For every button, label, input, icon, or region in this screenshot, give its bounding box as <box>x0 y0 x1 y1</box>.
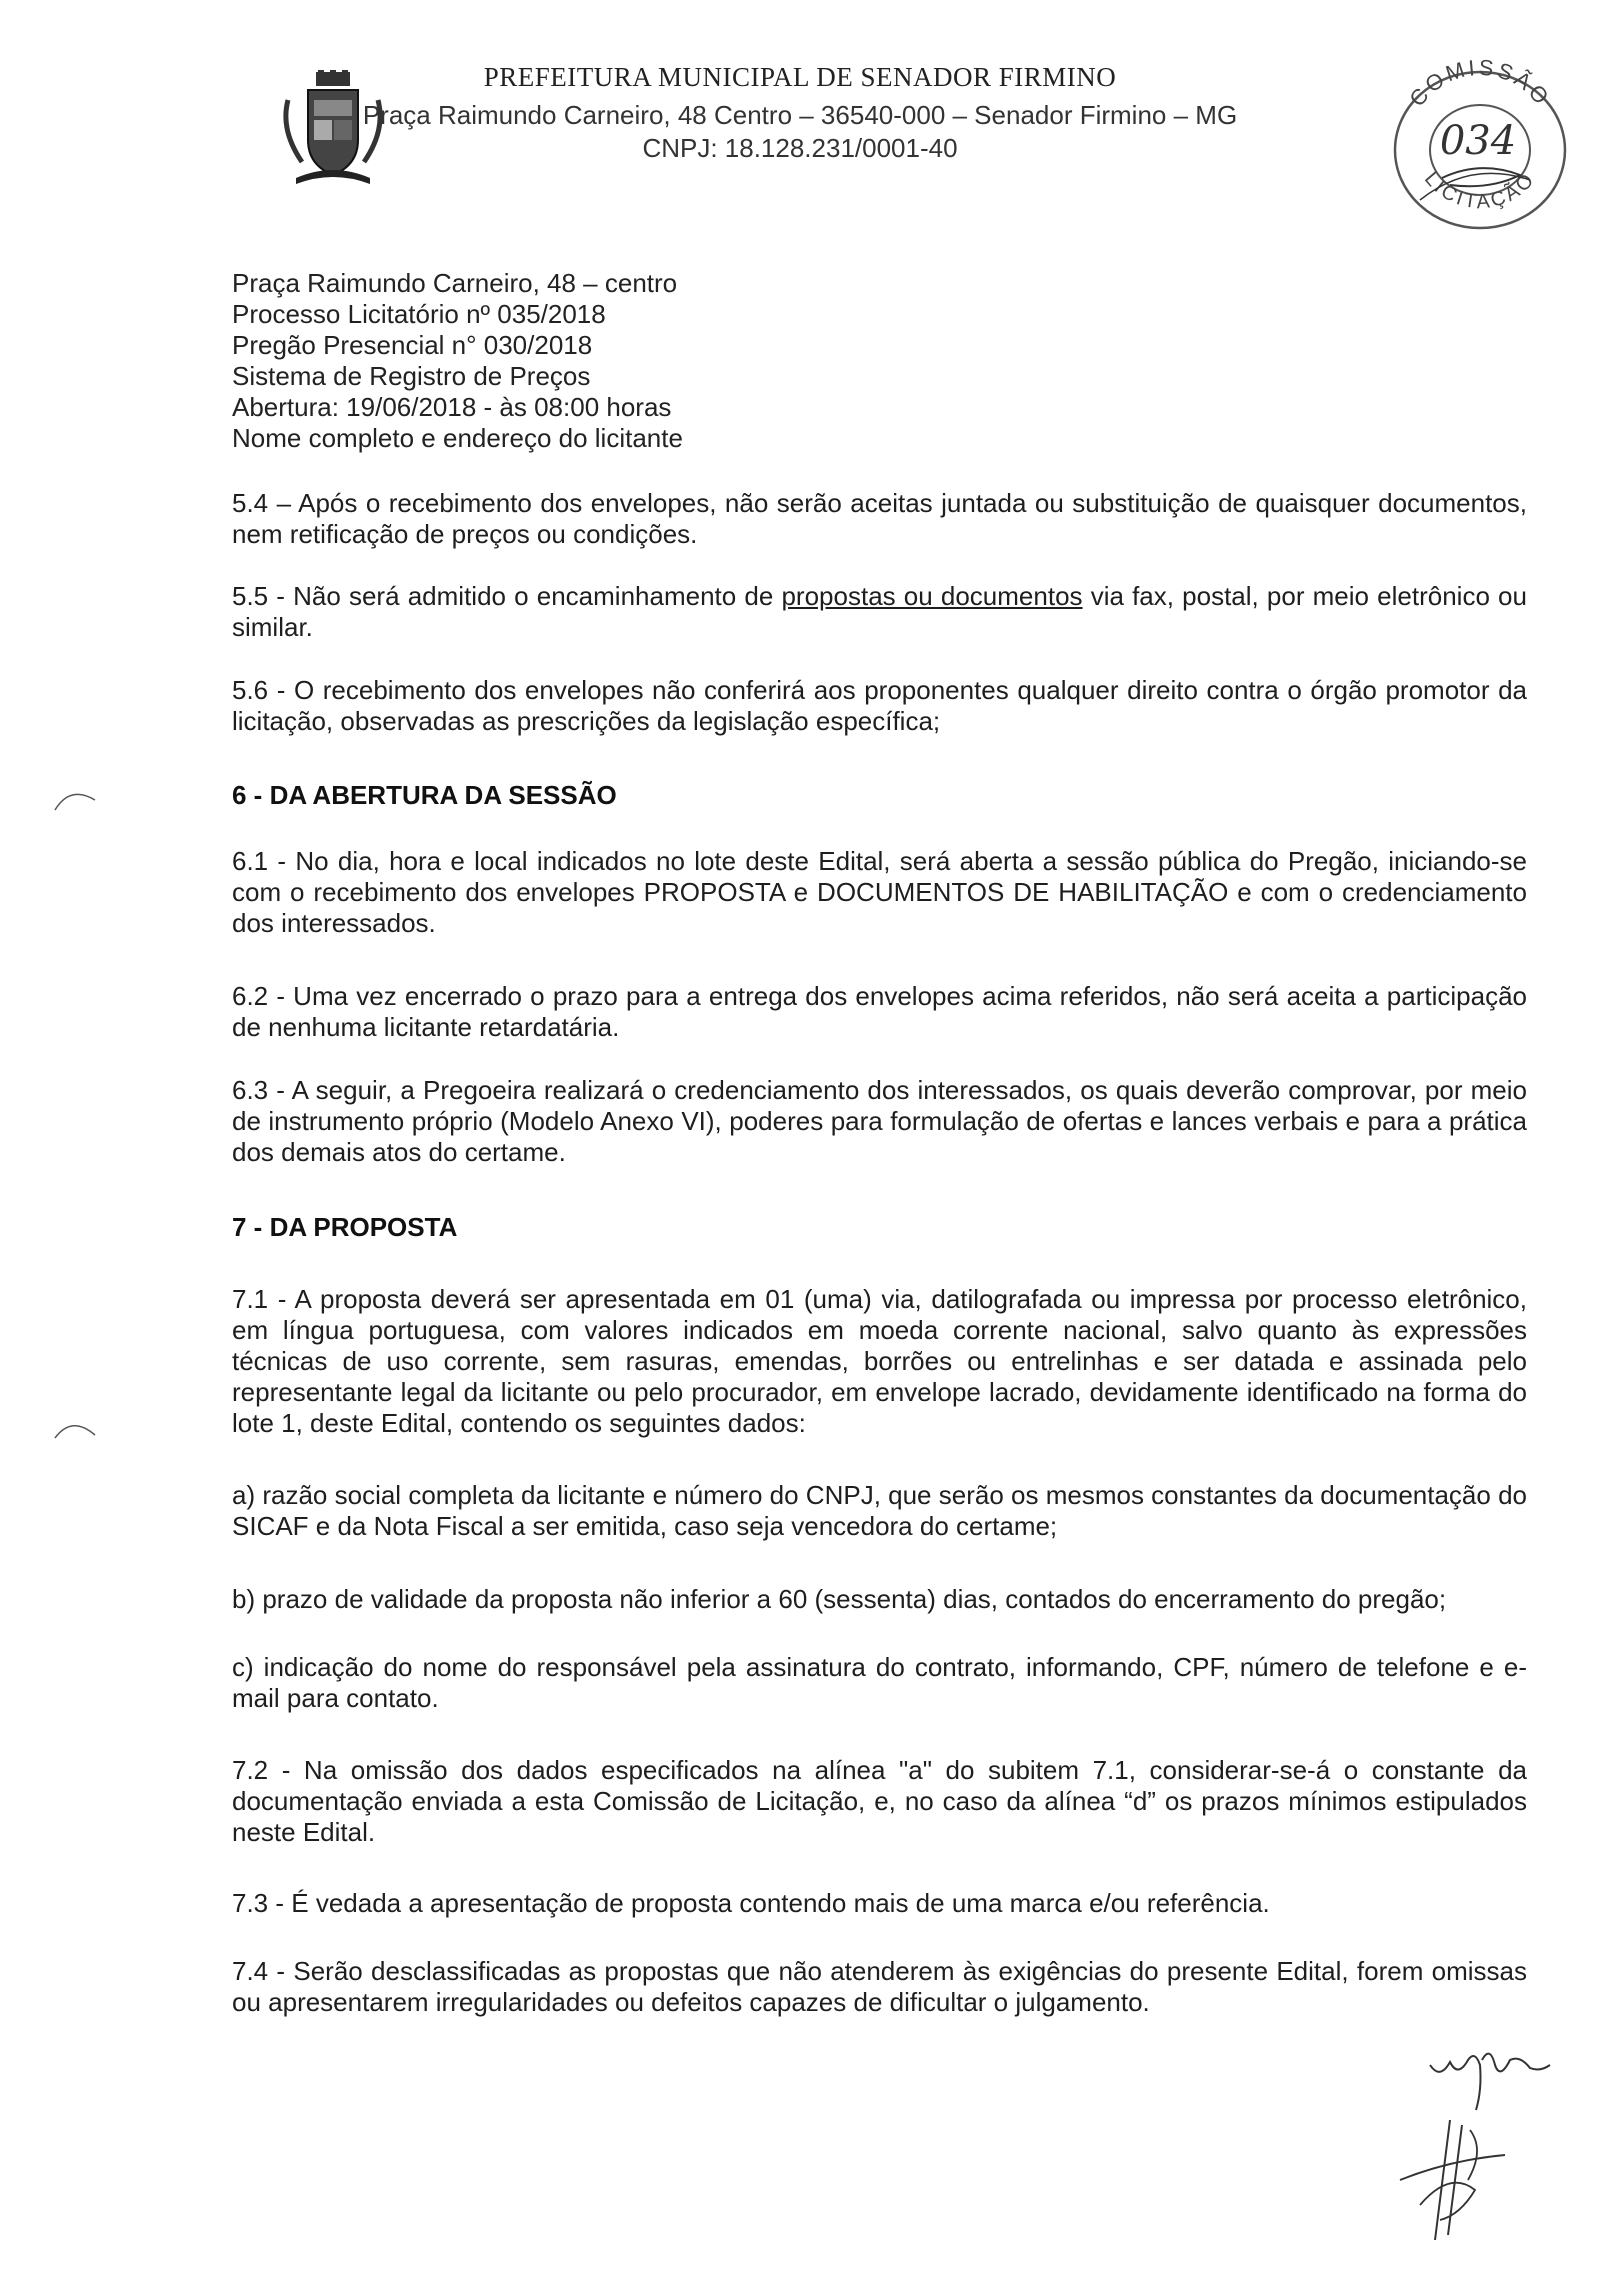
clause-7-1-c: c) indicação do nome do responsável pela assinatura do contrato, informando, CPF, número de telefone e e-mail para contato. <box>232 1652 1527 1713</box>
clause-7-1: 7.1 - A proposta deverá ser apresentada em 01 (uma) via, datilografada ou impressa por processo eletrônico, em língua portuguesa, com valores indicados em moeda corrente nacional, salvo quanto às expressões técnicas de uso corrente, sem rasuras, emendas, borrões ou entrelinhas e ser datada e assinada pelo representante legal da licitante ou pelo procurador, em envelope lacrado, devidamente identificado na forma do lote 1, deste Edital, contendo os seguintes dados: <box>232 1284 1527 1438</box>
clause-6-1: 6.1 - No dia, hora e local indicados no lote deste Edital, será aberta a sessão pública do Pregão, iniciando-se com o recebimento dos envelopes PROPOSTA e DOCUMENTOS DE HABILITAÇÃO e com o credenciamento dos interessados. <box>232 846 1527 938</box>
clause-7-3: 7.3 - É vedada a apresentação de proposta contendo mais de uma marca e/ou referência. <box>232 1888 1270 1918</box>
stamp-top-text: COMISSÃO <box>1404 54 1556 112</box>
clause-5-6: 5.6 - O recebimento dos envelopes não conferirá aos proponentes qualquer direito contra o órgão promotor da licitação, observadas as prescrições da legislação específica; <box>232 675 1527 736</box>
municipality-title: PREFEITURA MUNICIPAL DE SENADOR FIRMINO <box>483 62 1117 92</box>
letterhead <box>0 60 1600 200</box>
address-block <box>232 268 683 454</box>
address-line: Nome completo e endereço do licitante <box>232 423 683 453</box>
stamp-number: 034 <box>1439 118 1517 164</box>
clause-7-1-a: a) razão social completa da licitante e número do CNPJ, que serão os mesmos constantes da documentação do SICAF e da Nota Fiscal a ser emitida, caso seja vencedora do certame; <box>232 1480 1527 1541</box>
clause-7-1-b: b) prazo de validade da proposta não inferior a 60 (sessenta) dias, contados do encerramento do pregão; <box>232 1584 1447 1614</box>
address-line: Sistema de Registro de Preços <box>232 361 591 391</box>
margin-punch-mark <box>50 1410 100 1450</box>
clause-6-3: 6.3 - A seguir, a Pregoeira realizará o credenciamento dos interessados, os quais deverão comprovar, por meio de instrumento próprio (Modelo Anexo VI), poderes para formulação de ofertas e lances verbais e para a prática dos demais atos do certame. <box>232 1075 1527 1167</box>
signature-rubric <box>1390 2110 1520 2250</box>
section-6-heading: 6 - DA ABERTURA DA SESSÃO <box>232 780 617 810</box>
clause-5-5 <box>232 581 1527 643</box>
margin-punch-mark <box>50 780 100 820</box>
svg-text:COMISSÃO <box>1404 55 1555 112</box>
section-7-heading: 7 - DA PROPOSTA <box>232 1212 458 1242</box>
municipality-cnpj: CNPJ: 18.128.231/0001-40 <box>642 133 958 163</box>
address-line: Praça Raimundo Carneiro, 48 – centro <box>232 268 678 298</box>
clause-5-4: 5.4 – Após o recebimento dos envelopes, não serão aceitas juntada ou substituição de quaisquer documentos, nem retificação de preços ou condições. <box>232 488 1527 549</box>
clause-7-2: 7.2 - Na omissão dos dados especificados na alínea "a" do subitem 7.1, considerar-se-á o constante da documentação enviada a esta Comissão de Licitação, e, no caso da alínea “d” os prazos mínimos estipulados neste Edital. <box>232 1755 1527 1847</box>
municipality-address: Praça Raimundo Carneiro, 48 Centro – 36540-000 – Senador Firmino – MG <box>362 100 1238 130</box>
clause-5-5-start: 5.5 - Não será admitido o encaminhamento de <box>232 581 782 611</box>
clause-5-5-underlined: propostas ou documentos <box>781 581 1083 611</box>
clause-6-2: 6.2 - Uma vez encerrado o prazo para a entrega dos envelopes acima referidos, não será aceita a participação de nenhuma licitante retardatária. <box>232 981 1527 1042</box>
commission-stamp <box>1380 50 1580 230</box>
address-line: Processo Licitatório nº 035/2018 <box>232 299 606 329</box>
stamp-bottom-text: LICITAÇÃO <box>1419 167 1541 214</box>
address-line: Abertura: 19/06/2018 - às 08:00 horas <box>232 392 672 422</box>
clause-5-5-end: via fax, postal, por meio eletrônico ou similar. <box>232 581 1527 642</box>
address-line: Pregão Presencial n° 030/2018 <box>232 330 593 360</box>
clause-7-4: 7.4 - Serão desclassificadas as propostas que não atenderem às exigências do presente Edital, forem omissas ou apresentarem irregularidades ou defeitos capazes de dificultar o julgamento. <box>232 1956 1527 2017</box>
signature-initials <box>1420 2030 1560 2120</box>
